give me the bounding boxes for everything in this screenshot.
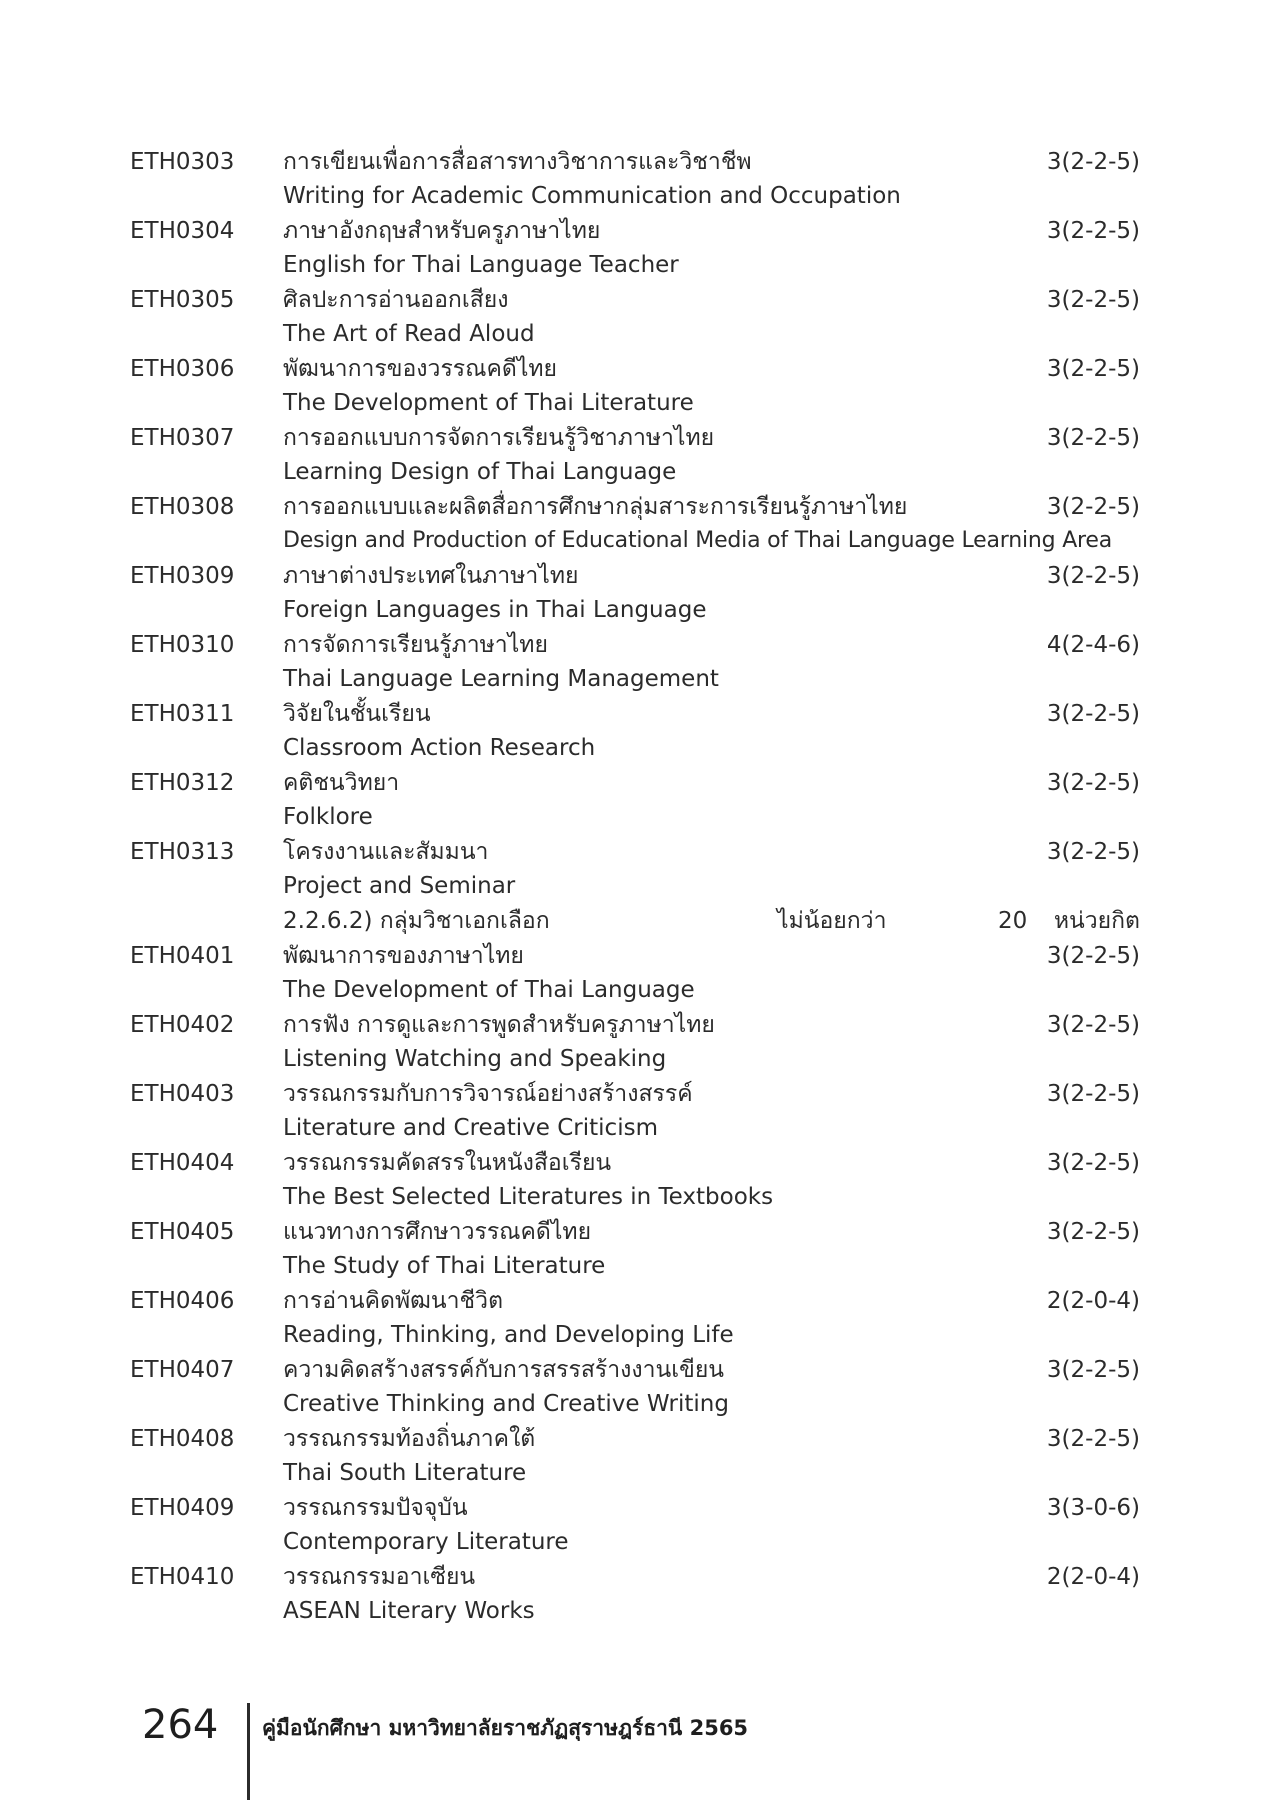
course-entry	[130, 1218, 1140, 1287]
course-title-english: The Study of Thai Literature	[283, 1253, 606, 1279]
course-title-english: Creative Thinking and Creative Writing	[283, 1391, 729, 1417]
course-credits: 3(2-2-5)	[1046, 943, 1140, 969]
course-credits: 3(2-2-5)	[1046, 425, 1140, 451]
course-credits: 3(2-2-5)	[1046, 287, 1140, 313]
footer-title: คู่มือนักศึกษา มหาวิทยาลัยราชภัฏสุราษฎร์ธานี 2565	[262, 1716, 749, 1740]
course-title-thai: วิจัยในชั้นเรียน	[283, 701, 431, 727]
page-number: 264	[142, 1702, 219, 1748]
course-title-english: ASEAN Literary Works	[283, 1598, 535, 1624]
course-code: ETH0404	[130, 1150, 235, 1176]
course-title-thai: วรรณกรรมกับการวิจารณ์อย่างสร้างสรรค์	[283, 1081, 693, 1107]
course-entry	[130, 1425, 1140, 1494]
course-code: ETH0402	[130, 1012, 235, 1038]
course-title-english: Contemporary Literature	[283, 1529, 569, 1555]
course-entry	[130, 1356, 1140, 1425]
course-code: ETH0410	[130, 1564, 235, 1590]
course-credits: 3(2-2-5)	[1046, 1357, 1140, 1383]
course-credits: 3(2-2-5)	[1046, 563, 1140, 589]
course-entry	[130, 1080, 1140, 1149]
elective-group-label: 2.2.6.2) กลุ่มวิชาเอกเลือก	[283, 908, 550, 934]
course-list	[130, 148, 1140, 1632]
course-code: ETH0303	[130, 149, 235, 175]
course-entry	[130, 1563, 1140, 1632]
course-title-thai: พัฒนาการของวรรณคดีไทย	[283, 356, 558, 382]
course-code: ETH0405	[130, 1219, 235, 1245]
course-credits: 3(2-2-5)	[1046, 1150, 1140, 1176]
course-entry	[130, 562, 1140, 631]
course-code: ETH0306	[130, 356, 235, 382]
course-code: ETH0305	[130, 287, 235, 313]
course-title-thai: การฟัง การดูและการพูดสำหรับครูภาษาไทย	[283, 1012, 715, 1038]
course-title-thai: ภาษาอังกฤษสำหรับครูภาษาไทย	[283, 218, 601, 244]
course-credits: 3(2-2-5)	[1046, 356, 1140, 382]
course-entry	[130, 1494, 1140, 1563]
course-entry	[130, 1149, 1140, 1218]
course-title-english: The Development of Thai Language	[283, 977, 695, 1003]
course-credits: 3(2-2-5)	[1046, 218, 1140, 244]
course-code: ETH0304	[130, 218, 235, 244]
course-title-thai: วรรณกรรมปัจจุบัน	[283, 1495, 468, 1521]
course-code: ETH0311	[130, 701, 235, 727]
course-entry	[130, 355, 1140, 424]
course-title-english: Design and Production of Educational Media of Thai Language Learning Area	[283, 528, 1113, 553]
course-code: ETH0308	[130, 494, 235, 520]
course-title-english: The Development of Thai Literature	[283, 390, 694, 416]
elective-group-heading	[130, 907, 1140, 942]
elective-group-credit-unit: หน่วยกิต	[1053, 908, 1140, 934]
course-entry	[130, 942, 1140, 1011]
course-code: ETH0312	[130, 770, 235, 796]
course-credits: 4(2-4-6)	[1046, 632, 1140, 658]
elective-group-minimum: ไม่น้อยกว่า	[777, 908, 887, 934]
course-title-english: The Best Selected Literatures in Textbooks	[283, 1184, 774, 1210]
elective-group-credit-number: 20	[998, 908, 1028, 934]
course-entry	[130, 1011, 1140, 1080]
course-code: ETH0401	[130, 943, 235, 969]
course-credits: 3(2-2-5)	[1046, 494, 1140, 520]
course-code: ETH0309	[130, 563, 235, 589]
course-title-english: English for Thai Language Teacher	[283, 252, 679, 278]
course-credits: 3(2-2-5)	[1046, 1081, 1140, 1107]
course-credits: 3(2-2-5)	[1046, 149, 1140, 175]
course-title-english: Foreign Languages in Thai Language	[283, 597, 707, 623]
course-title-english: Reading, Thinking, and Developing Life	[283, 1322, 734, 1348]
course-entry	[130, 1287, 1140, 1356]
course-title-english: Project and Seminar	[283, 873, 516, 899]
course-credits: 3(2-2-5)	[1046, 839, 1140, 865]
course-credits: 3(2-2-5)	[1046, 701, 1140, 727]
course-credits: 3(2-2-5)	[1046, 1426, 1140, 1452]
course-code: ETH0407	[130, 1357, 235, 1383]
course-credits: 3(3-0-6)	[1046, 1495, 1140, 1521]
course-code: ETH0406	[130, 1288, 235, 1314]
course-code: ETH0313	[130, 839, 235, 865]
course-entry	[130, 424, 1140, 493]
course-code: ETH0408	[130, 1426, 235, 1452]
footer-divider	[247, 1703, 250, 1800]
course-title-thai: การเขียนเพื่อการสื่อสารทางวิชาการและวิชาชีพ	[283, 149, 752, 175]
course-entry	[130, 217, 1140, 286]
course-entry	[130, 700, 1140, 769]
course-credits: 2(2-0-4)	[1046, 1288, 1140, 1314]
course-title-thai: แนวทางการศึกษาวรรณคดีไทย	[283, 1219, 592, 1245]
course-title-thai: การอ่านคิดพัฒนาชีวิต	[283, 1288, 504, 1314]
course-title-thai: พัฒนาการของภาษาไทย	[283, 943, 524, 969]
course-title-thai: วรรณกรรมคัดสรรในหนังสือเรียน	[283, 1150, 612, 1176]
course-title-english: Folklore	[283, 804, 373, 830]
course-entry	[130, 631, 1140, 700]
course-title-thai: โครงงานและสัมมนา	[283, 839, 489, 865]
course-title-thai: ความคิดสร้างสรรค์กับการสรรสร้างงานเขียน	[283, 1357, 725, 1383]
course-code: ETH0310	[130, 632, 235, 658]
course-entry	[130, 493, 1140, 562]
course-title-english: Literature and Creative Criticism	[283, 1115, 658, 1141]
course-title-thai: วรรณกรรมท้องถิ่นภาคใต้	[283, 1426, 536, 1452]
course-code: ETH0307	[130, 425, 235, 451]
course-title-thai: การออกแบบการจัดการเรียนรู้วิชาภาษาไทย	[283, 425, 715, 451]
course-entry	[130, 286, 1140, 355]
course-title-thai: ภาษาต่างประเทศในภาษาไทย	[283, 563, 579, 589]
course-title-english: Learning Design of Thai Language	[283, 459, 677, 485]
course-title-thai: วรรณกรรมอาเซียน	[283, 1564, 476, 1590]
course-entry	[130, 148, 1140, 217]
course-title-thai: การออกแบบและผลิตสื่อการศึกษากลุ่มสาระการเรียนรู้ภาษาไทย	[283, 494, 908, 520]
course-code: ETH0403	[130, 1081, 235, 1107]
course-title-english: Classroom Action Research	[283, 735, 596, 761]
course-entry	[130, 769, 1140, 838]
course-title-english: Thai South Literature	[283, 1460, 527, 1486]
course-title-english: Writing for Academic Communication and Occupation	[283, 183, 901, 209]
course-credits: 2(2-0-4)	[1046, 1564, 1140, 1590]
course-code: ETH0409	[130, 1495, 235, 1521]
course-title-english: The Art of Read Aloud	[283, 321, 535, 347]
course-credits: 3(2-2-5)	[1046, 1219, 1140, 1245]
course-title-thai: ศิลปะการอ่านออกเสียง	[283, 287, 509, 313]
course-title-thai: การจัดการเรียนรู้ภาษาไทย	[283, 632, 548, 658]
course-credits: 3(2-2-5)	[1046, 1012, 1140, 1038]
course-credits: 3(2-2-5)	[1046, 770, 1140, 796]
course-entry	[130, 838, 1140, 907]
course-title-thai: คติชนวิทยา	[283, 770, 400, 796]
course-title-english: Thai Language Learning Management	[283, 666, 719, 692]
course-title-english: Listening Watching and Speaking	[283, 1046, 667, 1072]
